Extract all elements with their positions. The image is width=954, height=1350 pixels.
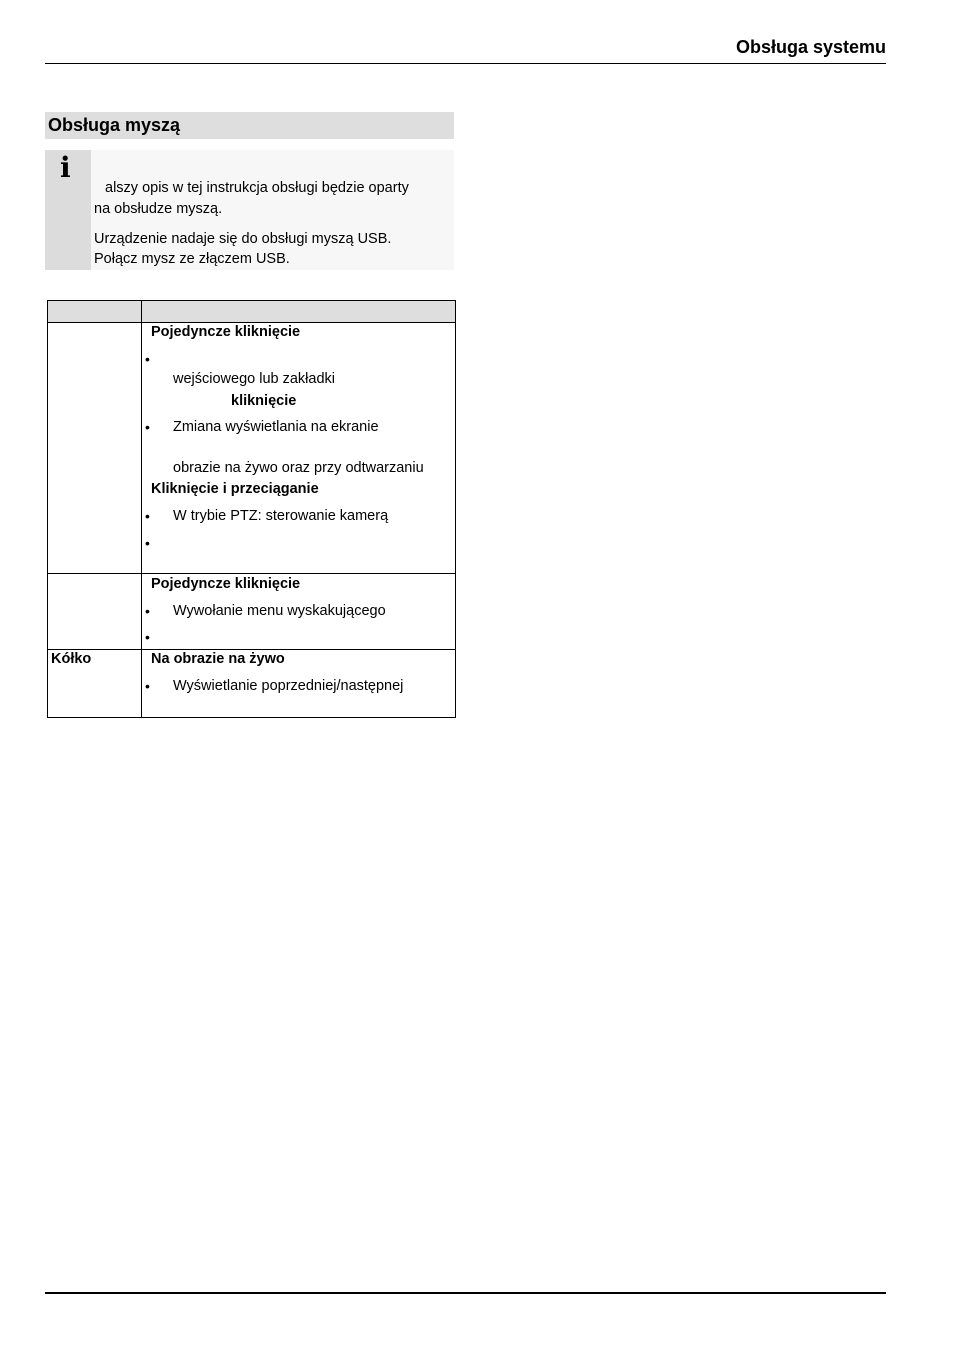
info-icon: i [60,151,71,184]
bullet-marker: • [145,535,150,551]
row3-live-heading: Na obrazie na żywo [151,651,285,667]
bullet-marker: • [145,351,150,367]
row1-bullet1-continuation: wejściowego lub zakładki [173,371,335,387]
table-row-label-wheel: Kółko [51,651,92,667]
bullet-marker: • [145,419,150,435]
row3-bullet1: Wyświetlanie poprzedniej/następnej [173,678,404,694]
bullet-marker: • [145,603,150,619]
info-icon-column [45,150,91,270]
info-text-line-1: alszy opis w tej instrukcja obsługi będzie oparty [105,180,409,196]
bullet-marker: • [145,508,150,524]
info-text-line-3: Urządzenie nadaje się do obsługi myszą USB. [94,231,392,247]
row1-drag-heading: Kliknięcie i przeciąganie [151,481,319,497]
row1-click-heading: kliknięcie [231,393,297,409]
info-text-line-4: Połącz mysz ze złączem USB. [94,251,290,267]
row1-bullet3: W trybie PTZ: sterowanie kamerą [173,508,389,524]
row2-bullet1: Wywołanie menu wyskakującego [173,603,386,619]
row1-single-click-heading: Pojedyncze kliknięcie [151,324,301,340]
section-heading: Obsługa myszą [45,112,454,139]
page-header [45,36,886,64]
info-text-line-2: na obsłudze myszą. [94,201,223,217]
row1-bullet2: Zmiana wyświetlania na ekranie [173,419,379,435]
table-header-row [48,301,455,323]
bullet-marker: • [145,678,150,694]
page-header-title: Obsługa systemu [735,37,886,57]
row2-single-click-heading: Pojedyncze kliknięcie [151,576,301,592]
bullet-marker: • [145,629,150,645]
page-footer-rule [45,1292,886,1294]
table-column-divider [141,301,142,717]
row1-bullet2-continuation: obrazie na żywo oraz przy odtwarzaniu [173,460,424,476]
table-row-divider [48,573,455,574]
